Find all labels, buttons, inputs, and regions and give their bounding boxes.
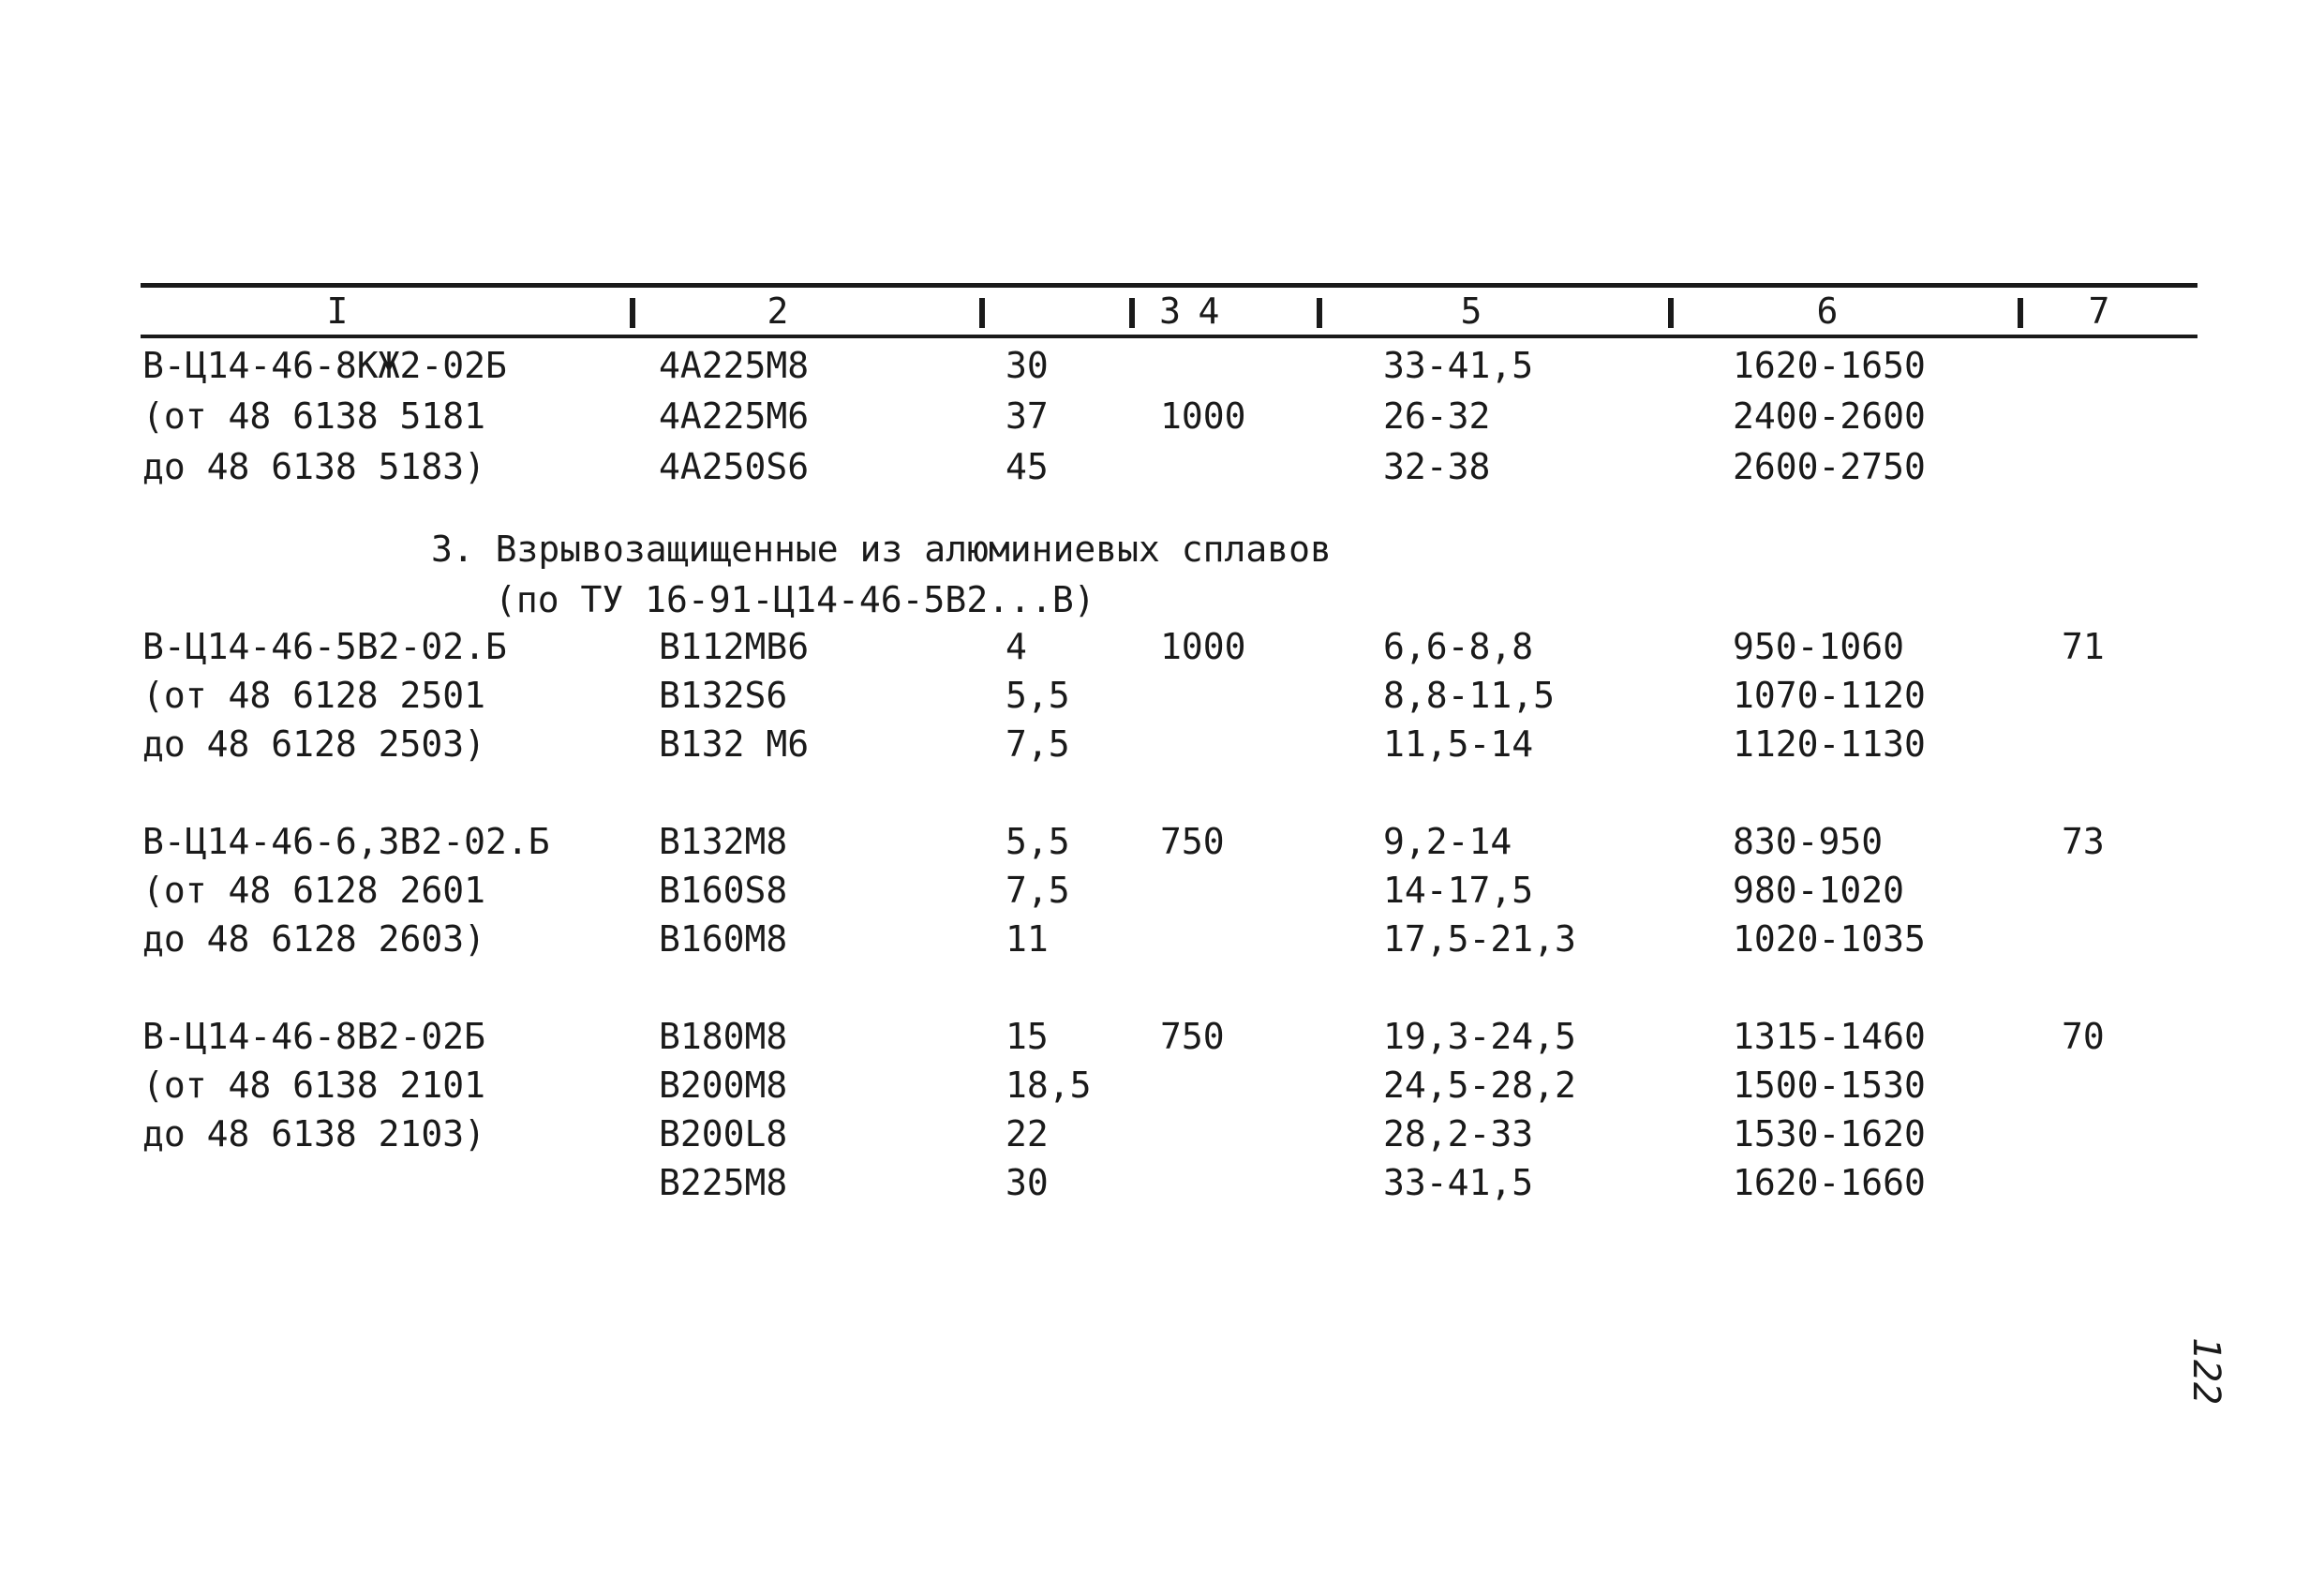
power-cell: 30 <box>1006 345 1049 386</box>
range2-cell: 2400-2600 <box>1733 395 1926 437</box>
range2-cell: 1315-1460 <box>1733 1016 1926 1057</box>
motor-type-cell: В200L8 <box>659 1113 788 1155</box>
motor-type-cell: В160М8 <box>659 918 788 960</box>
power-cell: 18,5 <box>1006 1065 1092 1106</box>
range2-cell: 1020-1035 <box>1733 918 1926 960</box>
range-cell: 28,2-33 <box>1383 1113 1534 1155</box>
fan-model-cell: (от 48 6128 2501 <box>142 675 486 716</box>
power-cell: 5,5 <box>1006 675 1070 716</box>
range-cell: 14-17,5 <box>1383 870 1534 911</box>
fan-model-cell: В-Ц14-46-8В2-02Б <box>142 1016 486 1057</box>
header-separator <box>979 298 985 328</box>
range2-cell: 1530-1620 <box>1733 1113 1926 1155</box>
section-title: 3. Взрывозащищенные из алюминиевых сплавов <box>431 529 1332 570</box>
header-col-1: I <box>326 290 349 332</box>
range2-cell: 950-1060 <box>1733 626 1905 667</box>
range-cell: 24,5-28,2 <box>1383 1065 1576 1106</box>
fan-model-cell: В-Ц14-46-8КЖ2-02Б <box>142 345 507 386</box>
motor-type-cell: В132М8 <box>659 821 788 862</box>
power-cell: 30 <box>1006 1162 1049 1203</box>
motor-type-cell: 4А250S6 <box>659 446 810 487</box>
header-separator <box>1668 298 1674 328</box>
header-col-7: 7 <box>2088 290 2110 332</box>
range2-cell: 1620-1660 <box>1733 1162 1926 1203</box>
fan-model-cell: В-Ц14-46-6,3В2-02.Б <box>142 821 550 862</box>
rpm-cell: 750 <box>1160 1016 1225 1057</box>
range-cell: 17,5-21,3 <box>1383 918 1576 960</box>
header-separator <box>1317 298 1322 328</box>
motor-type-cell: В112МВ6 <box>659 626 810 667</box>
fan-model-cell: (от 48 6128 2601 <box>142 870 486 911</box>
fan-model-cell: до 48 6128 2503) <box>142 723 486 765</box>
range2-cell: 1070-1120 <box>1733 675 1926 716</box>
motor-type-cell: В225М8 <box>659 1162 788 1203</box>
motor-type-cell: В160S8 <box>659 870 788 911</box>
range-cell: 26-32 <box>1383 395 1491 437</box>
range-cell: 11,5-14 <box>1383 723 1534 765</box>
header-separator <box>1129 298 1135 328</box>
fan-model-cell: В-Ц14-46-5В2-02.Б <box>142 626 507 667</box>
header-col-4: 4 <box>1198 290 1220 332</box>
power-cell: 4 <box>1006 626 1027 667</box>
power-cell: 7,5 <box>1006 870 1070 911</box>
fan-model-cell: до 48 6128 2603) <box>142 918 486 960</box>
col7-cell: 73 <box>2062 821 2105 862</box>
header-col-3: 3 <box>1159 290 1181 332</box>
range-cell: 6,6-8,8 <box>1383 626 1534 667</box>
range2-cell: 1120-1130 <box>1733 723 1926 765</box>
col7-cell: 71 <box>2062 626 2105 667</box>
range-cell: 32-38 <box>1383 446 1491 487</box>
power-cell: 5,5 <box>1006 821 1070 862</box>
range2-cell: 1620-1650 <box>1733 345 1926 386</box>
header-col-5: 5 <box>1460 290 1482 332</box>
rpm-cell: 750 <box>1160 821 1225 862</box>
header-separator <box>630 298 635 328</box>
motor-type-cell: В132 М6 <box>659 723 810 765</box>
range2-cell: 2600-2750 <box>1733 446 1926 487</box>
fan-model-cell: до 48 6138 2103) <box>142 1113 486 1155</box>
rpm-cell: 1000 <box>1160 395 1246 437</box>
power-cell: 37 <box>1006 395 1049 437</box>
motor-type-cell: В200М8 <box>659 1065 788 1106</box>
motor-type-cell: 4А225М6 <box>659 395 810 437</box>
range2-cell: 830-950 <box>1733 821 1884 862</box>
power-cell: 15 <box>1006 1016 1049 1057</box>
col7-cell: 70 <box>2062 1016 2105 1057</box>
range-cell: 9,2-14 <box>1383 821 1512 862</box>
motor-type-cell: 4А225М8 <box>659 345 810 386</box>
fan-model-cell: (от 48 6138 2101 <box>142 1065 486 1106</box>
range2-cell: 1500-1530 <box>1733 1065 1926 1106</box>
range-cell: 19,3-24,5 <box>1383 1016 1576 1057</box>
header-separator <box>2018 298 2023 328</box>
header-bottom-rule <box>141 335 2197 338</box>
page-number: 122 <box>2184 1336 2228 1406</box>
range-cell: 33-41,5 <box>1383 1162 1534 1203</box>
motor-type-cell: В132S6 <box>659 675 788 716</box>
range2-cell: 980-1020 <box>1733 870 1905 911</box>
range-cell: 33-41,5 <box>1383 345 1534 386</box>
header-col-2: 2 <box>767 290 789 332</box>
motor-type-cell: В180М8 <box>659 1016 788 1057</box>
header-top-rule <box>141 283 2197 288</box>
rpm-cell: 1000 <box>1160 626 1246 667</box>
section-subtitle: (по ТУ 16-91-Ц14-46-5В2...В) <box>495 579 1095 620</box>
range-cell: 8,8-11,5 <box>1383 675 1556 716</box>
fan-model-cell: (от 48 6138 5181 <box>142 395 486 437</box>
power-cell: 11 <box>1006 918 1049 960</box>
power-cell: 7,5 <box>1006 723 1070 765</box>
power-cell: 45 <box>1006 446 1049 487</box>
header-col-6: 6 <box>1816 290 1839 332</box>
fan-model-cell: до 48 6138 5183) <box>142 446 486 487</box>
power-cell: 22 <box>1006 1113 1049 1155</box>
